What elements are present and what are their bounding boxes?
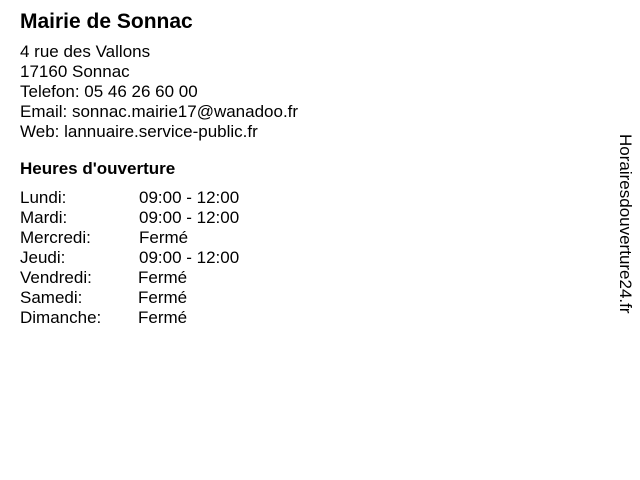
address-street: 4 rue des Vallons bbox=[20, 42, 151, 61]
hours-time: 09:00 - 12:00 bbox=[139, 248, 240, 267]
hours-row-samedi bbox=[20, 288, 580, 308]
hours-day: Vendredi: bbox=[20, 268, 92, 287]
hours-row-dimanche bbox=[20, 308, 580, 328]
hours-day: Mardi: bbox=[20, 208, 68, 227]
hours-heading: Heures d'ouverture bbox=[20, 159, 176, 178]
office-card bbox=[20, 8, 580, 328]
hours-time: 09:00 - 12:00 bbox=[139, 188, 240, 207]
hours-time: Fermé bbox=[138, 308, 188, 327]
hours-day: Mercredi: bbox=[20, 228, 91, 247]
phone-number: Telefon: 05 46 26 60 00 bbox=[20, 82, 198, 101]
email-address: Email: sonnac.mairie17@wanadoo.fr bbox=[20, 102, 299, 121]
hours-day: Jeudi: bbox=[20, 248, 66, 267]
hours-day: Samedi: bbox=[20, 288, 83, 307]
address-city: 17160 Sonnac bbox=[20, 62, 130, 81]
hours-row-lundi bbox=[20, 188, 580, 208]
hours-day: Lundi: bbox=[20, 188, 67, 207]
hours-day: Dimanche: bbox=[20, 308, 102, 327]
hours-time: Fermé bbox=[138, 268, 188, 287]
office-name: Mairie de Sonnac bbox=[20, 10, 193, 33]
website: Web: lannuaire.service-public.fr bbox=[20, 122, 258, 141]
hours-row-mardi bbox=[20, 208, 580, 228]
hours-row-jeudi bbox=[20, 248, 580, 268]
hours-time: Fermé bbox=[139, 228, 189, 247]
hours-row-vendredi bbox=[20, 268, 580, 288]
hours-row-mercredi bbox=[20, 228, 580, 248]
site-watermark: Horairesdouverture24.fr bbox=[616, 134, 635, 314]
hours-time: Fermé bbox=[138, 288, 188, 307]
hours-time: 09:00 - 12:00 bbox=[139, 208, 240, 227]
